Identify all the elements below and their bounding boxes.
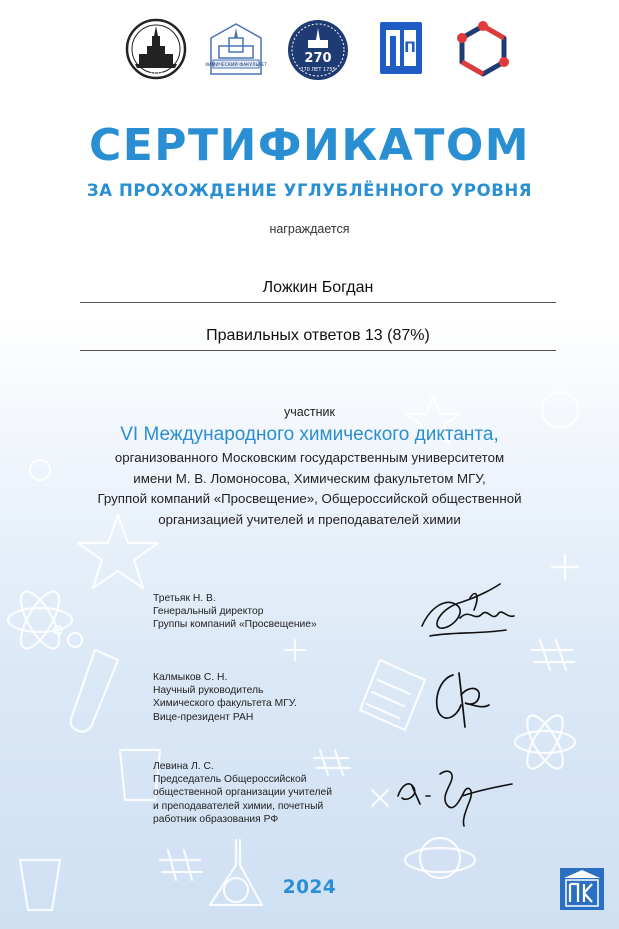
event-name: VI Международного химического диктанта, bbox=[120, 424, 499, 445]
teachers-org-logo-icon bbox=[452, 18, 514, 80]
certificate-title: СЕРТИФИКАТОМ bbox=[88, 120, 531, 171]
signatory-position: и преподавателей химии, почетный bbox=[153, 800, 324, 812]
signatory-position: Группы компаний «Просвещение» bbox=[153, 619, 317, 631]
msu-logo-icon bbox=[125, 18, 187, 80]
signatory-tretyak bbox=[153, 592, 317, 632]
score-text: Правильных ответов 13 (87%) bbox=[80, 327, 556, 351]
organizers-line: имени М. В. Ломоносова, Химическим факультетом МГУ, bbox=[133, 470, 486, 486]
signature-kalmykov bbox=[425, 665, 495, 735]
certificate-year: 2024 bbox=[282, 877, 337, 898]
prosveshchenie-logo-text: П bbox=[404, 40, 416, 56]
signature-levina bbox=[390, 760, 520, 830]
svg-text:270: 270 bbox=[304, 51, 332, 66]
awarded-label: награждается bbox=[269, 222, 350, 236]
signatory-levina bbox=[153, 760, 332, 826]
prosveshchenie-logo-icon bbox=[378, 18, 424, 78]
signatory-position: Химического факультета МГУ. bbox=[153, 698, 297, 710]
anniversary-270-logo-icon bbox=[286, 18, 350, 82]
organizers-text bbox=[60, 448, 559, 530]
institution-logo-icon bbox=[558, 864, 606, 912]
recipient-name: Ложкин Богдан bbox=[80, 279, 556, 303]
organizers-line: организацией учителей и преподавателей химии bbox=[158, 511, 461, 527]
signatory-position: работник образования РФ bbox=[153, 813, 279, 825]
signatory-position: Научный руководитель bbox=[153, 685, 264, 697]
anniversary-logo-text: 270 ЛЕТ 1755 bbox=[300, 67, 336, 73]
signatory-position: Генеральный директор bbox=[153, 606, 264, 618]
signatory-position: Вице-президент РАН bbox=[153, 711, 254, 723]
signature-tretyak bbox=[410, 578, 520, 648]
chem-faculty-logo-icon bbox=[205, 18, 267, 80]
logos-row bbox=[0, 18, 619, 98]
organizers-line: организованного Московским государственным университетом bbox=[114, 450, 505, 465]
msu-logo-text: 1755 bbox=[149, 70, 163, 76]
signatory-position: Председатель Общероссийской bbox=[153, 774, 307, 786]
signatory-position: общественной организации учителей bbox=[153, 787, 332, 799]
organizers-line: Группой компаний «Просвещение», Общероссийской общественной bbox=[97, 491, 522, 506]
signatory-kalmykov bbox=[153, 671, 297, 724]
participant-label: участник bbox=[283, 405, 336, 419]
signatory-name: Калмыков С. Н. bbox=[153, 672, 228, 683]
signatory-name: Левина Л. С. bbox=[153, 761, 214, 772]
chem-faculty-logo-text: ХИМИЧЕСКИЙ ФАКУЛЬТЕТ bbox=[205, 63, 267, 68]
certificate-subtitle: ЗА ПРОХОЖДЕНИЕ УГЛУБЛЁННОГО УРОВНЯ bbox=[86, 181, 533, 200]
signatory-name: Третьяк Н. В. bbox=[153, 593, 216, 604]
